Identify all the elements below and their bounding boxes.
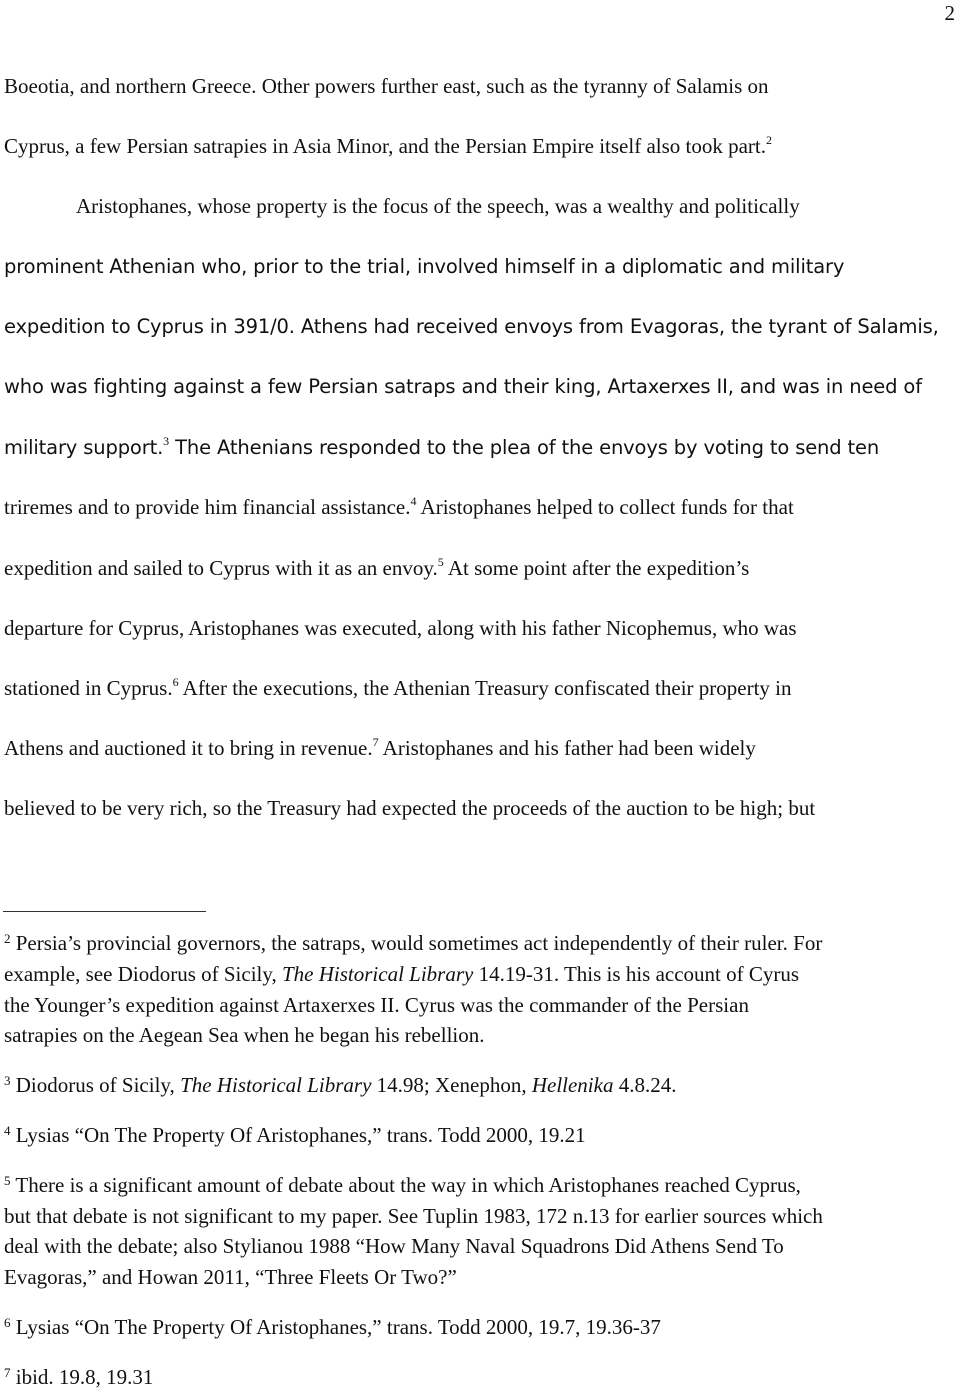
footnote-ref[interactable]: 6 <box>172 674 179 689</box>
body-line <box>4 658 959 718</box>
footnote-4 <box>4 1120 959 1151</box>
body-line <box>4 116 959 176</box>
body-line: departure for Cyprus, Aristophanes was executed, along with his father Nicophemus, who was <box>4 615 797 640</box>
footnote-ref[interactable]: 2 <box>766 133 772 148</box>
footnotes <box>4 928 959 1393</box>
body-line-text: Cyprus, a few Persian satrapies in Asia Minor, and the Persian Empire itself also took part. <box>4 134 766 159</box>
footnote-text: Lysias “On The Property Of Aristophanes,” trans. Todd 2000, 19.21 <box>10 1122 586 1147</box>
footnote-number: 3 <box>4 1073 11 1089</box>
footnote-text: Diodorus of Sicily, <box>10 1073 181 1098</box>
body-line-text: Aristophanes and his father had been widely <box>378 736 756 761</box>
body-line: who was fighting against a few Persian satraps and their king, Artaxerxes II, and was in need of <box>4 374 922 398</box>
footnote-ref[interactable]: 7 <box>372 735 379 750</box>
body-line: prominent Athenian who, prior to the trial, involved himself in a diplomatic and military <box>4 254 845 278</box>
footnote-number: 2 <box>4 931 11 946</box>
page-number: 2 <box>944 1 955 25</box>
footnote-title: Hellenika <box>531 1073 614 1098</box>
body-line-text: expedition and sailed to Cyprus with it as an envoy. <box>4 555 438 580</box>
footnote-text: 4.8.24. <box>613 1073 677 1098</box>
footnote-separator <box>3 911 206 912</box>
footnote-line: Evagoras,” and Howan 2011, “Three Fleets Or Two?” <box>4 1265 457 1290</box>
body-text <box>4 56 959 838</box>
footnote-text: Persia’s provincial governors, the satraps, would sometimes act independently of their ruler. For <box>10 931 823 955</box>
footnote-6 <box>4 1312 959 1343</box>
footnote-3 <box>4 1070 959 1101</box>
body-line-text: Athens and auctioned it to bring in revenue. <box>4 736 373 761</box>
footnote-5 <box>4 1170 959 1293</box>
body-line <box>4 477 959 537</box>
body-line: Boeotia, and northern Greece. Other powers further east, such as the tyranny of Salamis on <box>4 74 769 98</box>
body-line <box>4 538 959 598</box>
body-line-text: military support. <box>4 436 164 460</box>
footnote-line <box>4 959 959 990</box>
footnote-line <box>4 1170 959 1201</box>
footnote-line <box>4 1120 959 1151</box>
body-line-text: After the executions, the Athenian Treasury confiscated their property in <box>178 675 792 700</box>
body-line-text: At some point after the expedition’s <box>443 555 750 580</box>
body-line-text: stationed in Cyprus. <box>4 675 173 700</box>
footnote-line: deal with the debate; also Stylianou 1988 “How Many Naval Squadrons Did Athens Send To <box>4 1234 784 1259</box>
footnote-number: 4 <box>4 1122 11 1138</box>
footnote-text: example, see Diodorus of Sicily, <box>4 961 282 986</box>
body-line-text: triremes and to provide him financial assistance. <box>4 495 411 520</box>
body-line <box>4 417 959 477</box>
footnote-text: Lysias “On The Property Of Aristophanes,” trans. Todd 2000, 19.7, 19.36-37 <box>10 1314 661 1339</box>
footnote-line: but that debate is not significant to my paper. See Tuplin 1983, 172 n.13 for earlier sources which <box>4 1203 823 1228</box>
footnote-line: satrapies on the Aegean Sea when he began his rebellion. <box>4 1023 485 1048</box>
footnote-ref[interactable]: 5 <box>437 554 444 569</box>
footnote-number: 7 <box>4 1364 11 1380</box>
footnote-line <box>4 928 959 959</box>
body-line-text: Aristophanes helped to collect funds for that <box>416 495 794 520</box>
footnote-7 <box>4 1362 959 1393</box>
footnote-title: The Historical Library <box>180 1073 372 1098</box>
footnote-line <box>4 1070 959 1101</box>
body-line: expedition to Cyprus in 391/0. Athens had received envoys from Evagoras, the tyrant of Salamis, <box>4 314 939 338</box>
body-line: believed to be very rich, so the Treasury had expected the proceeds of the auction to be high; but <box>4 796 816 821</box>
footnote-text: 14.98; Xenephon, <box>371 1073 532 1098</box>
footnote-text: ibid. 19.8, 19.31 <box>10 1364 154 1389</box>
footnote-text: 14.19-31. This is his account of Cyrus <box>473 961 800 986</box>
footnote-text: There is a significant amount of debate about the way in which Aristophanes reached Cyprus, <box>10 1172 801 1197</box>
footnote-ref[interactable]: 4 <box>410 494 417 509</box>
footnote-line: the Younger’s expedition against Artaxerxes II. Cyrus was the commander of the Persian <box>4 992 749 1017</box>
footnote-2 <box>4 928 959 1051</box>
body-line <box>4 718 959 778</box>
footnote-line <box>4 1362 959 1393</box>
body-line: Aristophanes, whose property is the focus of the speech, was a wealthy and politically <box>76 194 800 219</box>
footnote-number: 5 <box>4 1172 11 1188</box>
footnote-number: 6 <box>4 1314 11 1330</box>
body-line-text: The Athenians responded to the plea of the envoys by voting to send ten <box>169 436 880 460</box>
footnote-line <box>4 1312 959 1343</box>
footnote-ref[interactable]: 3 <box>163 434 170 449</box>
footnote-title: The Historical Library <box>282 961 474 986</box>
